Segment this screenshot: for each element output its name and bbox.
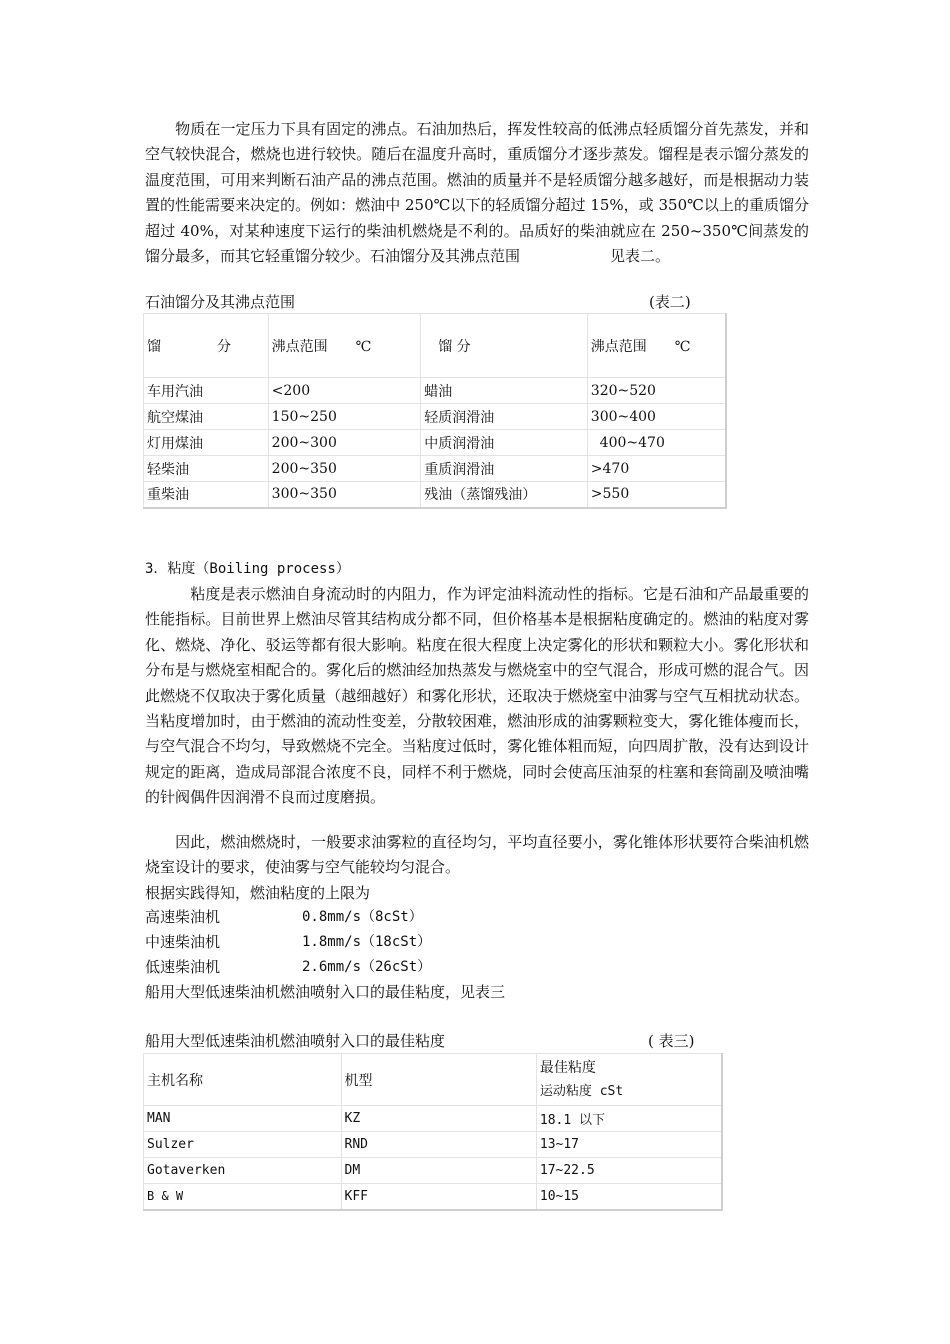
table-cell: 重柴油	[144, 482, 269, 508]
table-cell: 车用汽油	[144, 378, 269, 404]
table-row	[144, 1158, 723, 1184]
header-cell: 沸点范围 ℃	[587, 314, 726, 378]
table-cell: 300~400	[587, 404, 726, 430]
limit-value: 0.8mm/s（8cSt）	[302, 909, 423, 925]
table-header-row	[144, 1054, 723, 1106]
table3-reference: 船用大型低速柴油机燃油喷射入口的最佳粘度，见表三	[145, 983, 506, 1001]
header-cell: 馏 分	[421, 314, 588, 378]
table-cell: 轻柴油	[144, 456, 269, 482]
table-cell: >470	[587, 456, 726, 482]
table-cell: 轻质润滑油	[421, 404, 588, 430]
table-cell: MAN	[144, 1106, 342, 1132]
header-cell: 机型	[341, 1054, 536, 1106]
table-cell: 400~470	[587, 430, 726, 456]
limit-value: 2.6mm/s（26cSt）	[302, 959, 432, 975]
optimal-viscosity-table	[143, 1053, 723, 1211]
table-cell: DM	[341, 1158, 536, 1184]
table-cell: 灯用煤油	[144, 430, 269, 456]
table-row	[144, 456, 727, 482]
header-cell-line: 最佳粘度	[539, 1059, 596, 1076]
limit-engine: 中速柴油机	[145, 933, 221, 951]
header-cell-line: 运动粘度 cSt	[539, 1083, 624, 1099]
table-row	[144, 430, 727, 456]
table-cell: 重质润滑油	[421, 456, 588, 482]
table2-title: 石油馏分及其沸点范围	[145, 293, 296, 311]
table-cell: 中质润滑油	[421, 430, 588, 456]
table-row	[144, 1132, 723, 1158]
table-cell: 200~350	[268, 456, 421, 482]
table-cell: 10~15	[536, 1184, 722, 1210]
table-cell: KZ	[341, 1106, 536, 1132]
table-cell: 13~17	[536, 1132, 722, 1158]
table-cell: >550	[587, 482, 726, 508]
table-cell: 200~300	[268, 430, 421, 456]
table-cell: 航空煤油	[144, 404, 269, 430]
table-cell: 18.1 以下	[536, 1106, 722, 1132]
limit-engine: 低速柴油机	[145, 958, 221, 976]
table-cell: Sulzer	[144, 1132, 342, 1158]
table-cell: 蜡油	[421, 378, 588, 404]
viscosity-paragraph-2: 因此，燃油燃烧时，一般要求油雾粒的直径均匀，平均直径要小，雾化锥体形状要符合柴油机燃烧室设计的要求，使油雾与空气能较均匀混合。	[145, 833, 809, 877]
table3-title: 船用大型低速柴油机燃油喷射入口的最佳粘度	[145, 1032, 446, 1050]
header-cell: 主机名称	[144, 1054, 342, 1106]
header-cell	[536, 1054, 722, 1106]
section-heading: 3．粘度（Boiling process）	[145, 561, 350, 577]
limit-value: 1.8mm/s（18cSt）	[302, 934, 432, 950]
table-cell: 150~250	[268, 404, 421, 430]
viscosity-paragraph: 粘度是表示燃油自身流动时的内阻力，作为评定油料流动性的指标。它是石油和产品最重要的性能指标。目前世界上燃油尽管其结构成分都不同，但价格基本是根据粘度确定的。燃油的粘度对雾化、燃烧、净化、驳运等都有很大影响。粘度在很大程度上决定雾化的形状和颗粒大小。雾化形状和分布是与燃烧室相配合的。雾化后的燃油经加热蒸发与燃烧室中的空气混合，形成可燃的混合气。因此燃烧不仅取决于雾化质量（越细越好）和雾化形状，还取决于燃烧室中油雾与空气互相扰动状态。当粘度增加时，由于燃油的流动性变差，分散较困难，燃油形成的油雾颗粒变大，雾化锥体瘦而长，与空气混合不均匀，导致燃烧不完全。当粘度过低时，雾化锥体粗而短，向四周扩散，没有达到设计规定的距离，造成局部混合浓度不良，同样不利于燃烧，同时会使高压油泵的柱塞和套筒副及喷油嘴的针阀偶件因润滑不良而过度磨损。	[145, 585, 809, 807]
table-row	[144, 404, 727, 430]
table-cell: 300~350	[268, 482, 421, 508]
table3-tag: ( 表三)	[648, 1032, 695, 1050]
table-header-row	[144, 314, 727, 378]
table-cell: 残油（蒸馏残油）	[421, 482, 588, 508]
intro-paragraph: 物质在一定压力下具有固定的沸点。石油加热后，挥发性较高的低沸点轻质馏分首先蒸发，并和空气较快混合，燃烧也进行较快。随后在温度升高时，重质馏分才逐步蒸发。馏程是表示馏分蒸发的温度范围，可用来判断石油产品的沸点范围。燃油的质量并不是轻质馏分越多越好，而是根据动力装置的性能需要来决定的。例如：燃油中 250℃以下的轻质馏分超过 15%，或 350℃以上的重质馏分超过 40%，对某种速度下运行的柴油机燃烧是不利的。品质好的柴油就应在 250~350℃间蒸发的馏分最多，而其它轻重馏分较少。石油馏分及其沸点范围 见表二。	[145, 120, 809, 266]
table-row	[144, 378, 727, 404]
table-row	[144, 1106, 723, 1132]
table-cell: 320~520	[587, 378, 726, 404]
boiling-range-table	[143, 313, 727, 509]
table-cell: Gotaverken	[144, 1158, 342, 1184]
header-cell: 馏 分	[144, 314, 269, 378]
table2-tag: (表二)	[649, 293, 691, 311]
limit-intro: 根据实践得知，燃油粘度的上限为	[145, 884, 371, 902]
header-cell: 沸点范围 ℃	[268, 314, 421, 378]
limit-engine: 高速柴油机	[145, 908, 221, 926]
table-cell: KFF	[341, 1184, 536, 1210]
table-cell: RND	[341, 1132, 536, 1158]
table-row	[144, 482, 727, 508]
table-cell: 17~22.5	[536, 1158, 722, 1184]
table-row	[144, 1184, 723, 1210]
table-cell: B & W	[144, 1184, 342, 1210]
table-cell: <200	[268, 378, 421, 404]
